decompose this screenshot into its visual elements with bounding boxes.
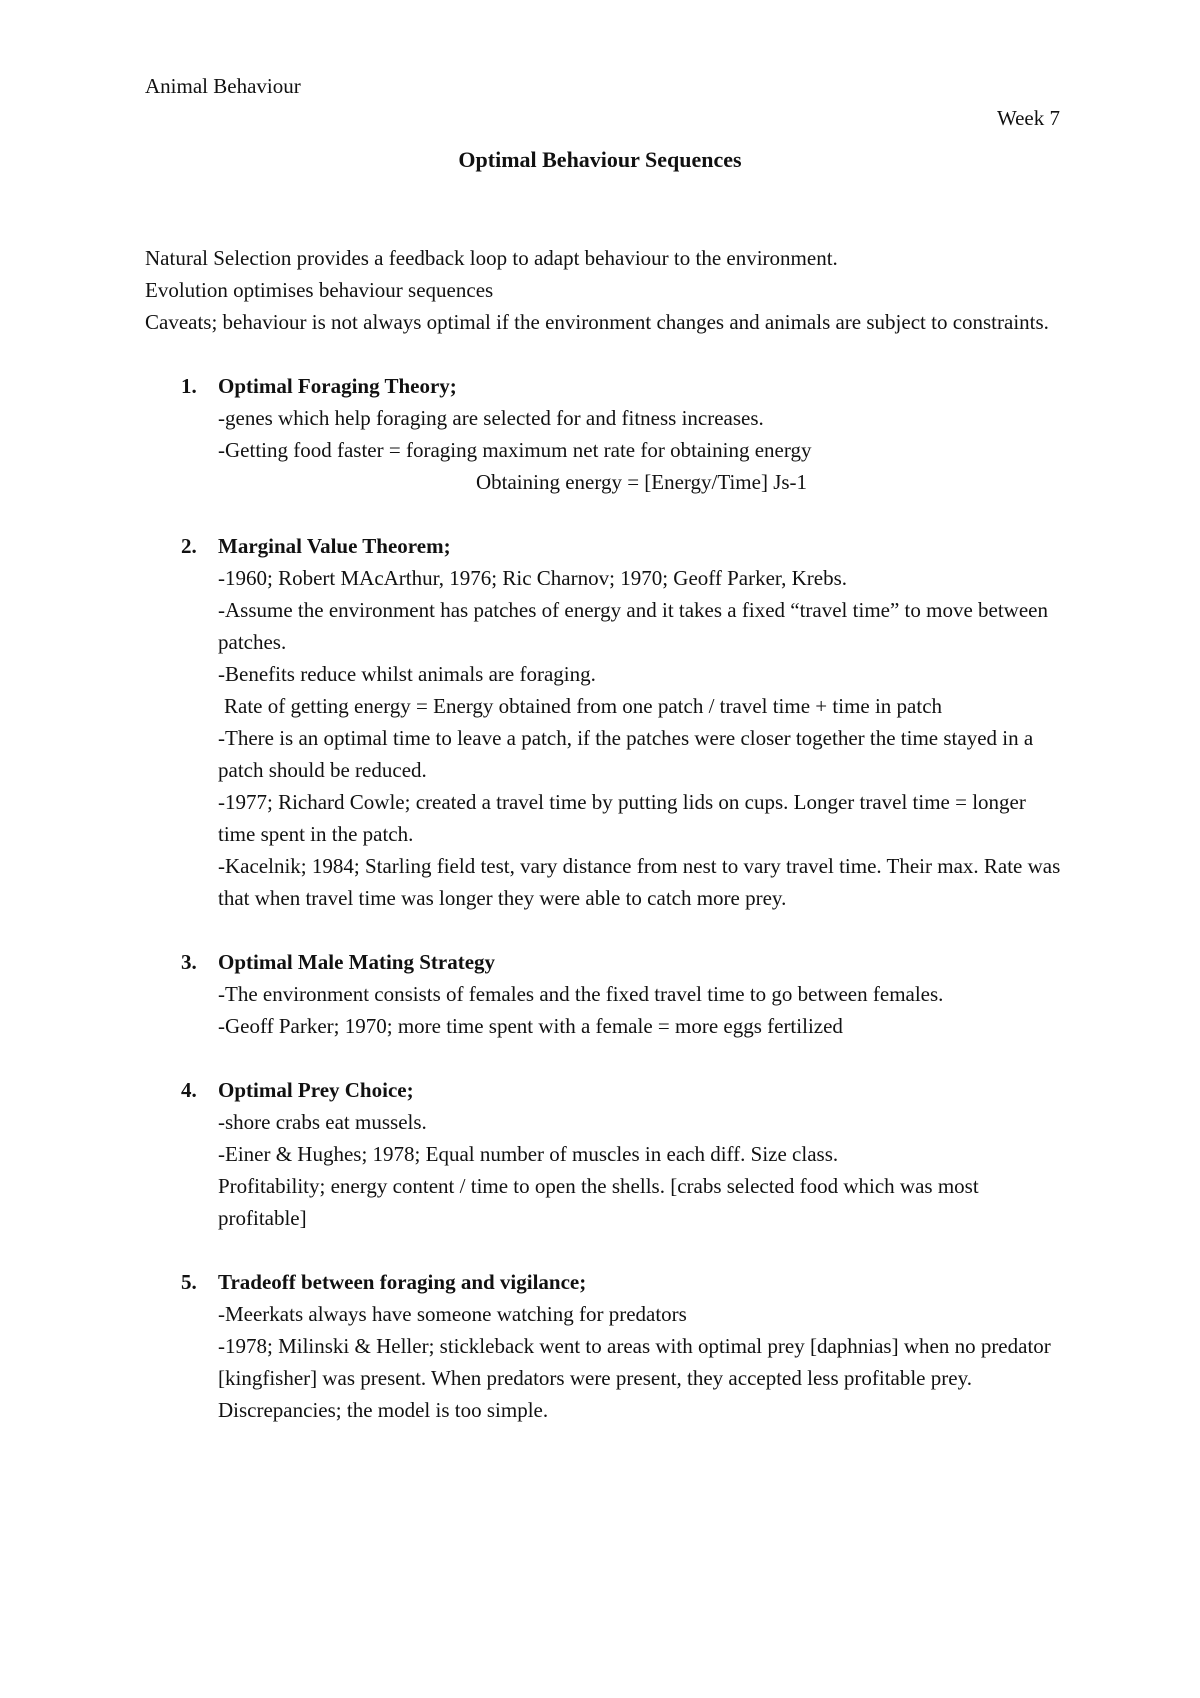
intro-line: Evolution optimises behaviour sequences <box>145 278 494 302</box>
section-male-mating <box>145 946 1065 1042</box>
section-line: -Einer & Hughes; 1978; Equal number of muscles in each diff. Size class. <box>218 1142 839 1166</box>
section-number: 4. <box>181 1078 197 1102</box>
section-title: Marginal Value Theorem; <box>218 534 451 558</box>
course-name: Animal Behaviour <box>145 74 301 98</box>
document-body <box>145 242 1065 1458</box>
section-line: -The environment consists of females and the fixed travel time to go between females. <box>218 982 944 1006</box>
formula-line: Obtaining energy = [Energy/Time] Js-1 <box>475 470 808 494</box>
section-line: -Kacelnik; 1984; Starling field test, vary distance from nest to vary travel time. Their max. Rate was that when travel time was longer they were able to catch more prey. <box>218 854 1061 910</box>
section-list <box>145 370 1065 1426</box>
section-line: -genes which help foraging are selected for and fitness increases. <box>218 406 764 430</box>
section-title: Optimal Foraging Theory; <box>218 374 457 398</box>
section-line: Profitability; energy content / time to open the shells. [crabs selected food which was most profitable] <box>218 1174 979 1230</box>
section-line: -Getting food faster = foraging maximum net rate for obtaining energy <box>218 438 812 462</box>
formula-line: Rate of getting energy = Energy obtained from one patch / travel time + time in patch <box>224 694 943 718</box>
section-title: Optimal Male Mating Strategy <box>218 950 496 974</box>
page-title: Optimal Behaviour Sequences <box>458 147 742 172</box>
section-line: -1977; Richard Cowle; created a travel time by putting lids on cups. Longer travel time = longer time spent in the patch. <box>218 790 1026 846</box>
section-number: 2. <box>181 534 197 558</box>
section-title: Tradeoff between foraging and vigilance; <box>218 1270 587 1294</box>
section-line: -There is an optimal time to leave a patch, if the patches were closer together the time stayed in a patch should be reduced. <box>218 726 1034 782</box>
section-tradeoff <box>145 1266 1065 1426</box>
section-line: -shore crabs eat mussels. <box>218 1110 427 1134</box>
section-title: Optimal Prey Choice; <box>218 1078 414 1102</box>
section-line: -Geoff Parker; 1970; more time spent with a female = more eggs fertilized <box>218 1014 843 1038</box>
section-number: 3. <box>181 950 197 974</box>
section-number: 1. <box>181 374 197 398</box>
intro-line: Natural Selection provides a feedback loop to adapt behaviour to the environment. <box>145 246 838 270</box>
section-line: -1978; Milinski & Heller; stickleback went to areas with optimal prey [daphnias] when no predator [kingfisher] was present. When predators were present, they accepted less profitable prey. Discrepancies; the model is too simple. <box>218 1334 1051 1422</box>
section-line: -1960; Robert MAcArthur, 1976; Ric Charnov; 1970; Geoff Parker, Krebs. <box>218 566 847 590</box>
section-number: 5. <box>181 1270 197 1294</box>
section-prey-choice <box>145 1074 1065 1234</box>
section-line: -Benefits reduce whilst animals are foraging. <box>218 662 596 686</box>
week-label: Week 7 <box>996 106 1060 130</box>
section-line: -Assume the environment has patches of energy and it takes a fixed “travel time” to move between patches. <box>218 598 1048 654</box>
section-optimal-foraging <box>145 370 1065 498</box>
intro-line: Caveats; behaviour is not always optimal if the environment changes and animals are subject to constraints. <box>145 310 1049 334</box>
section-line: -Meerkats always have someone watching for predators <box>218 1302 687 1326</box>
section-marginal-value <box>145 530 1065 914</box>
